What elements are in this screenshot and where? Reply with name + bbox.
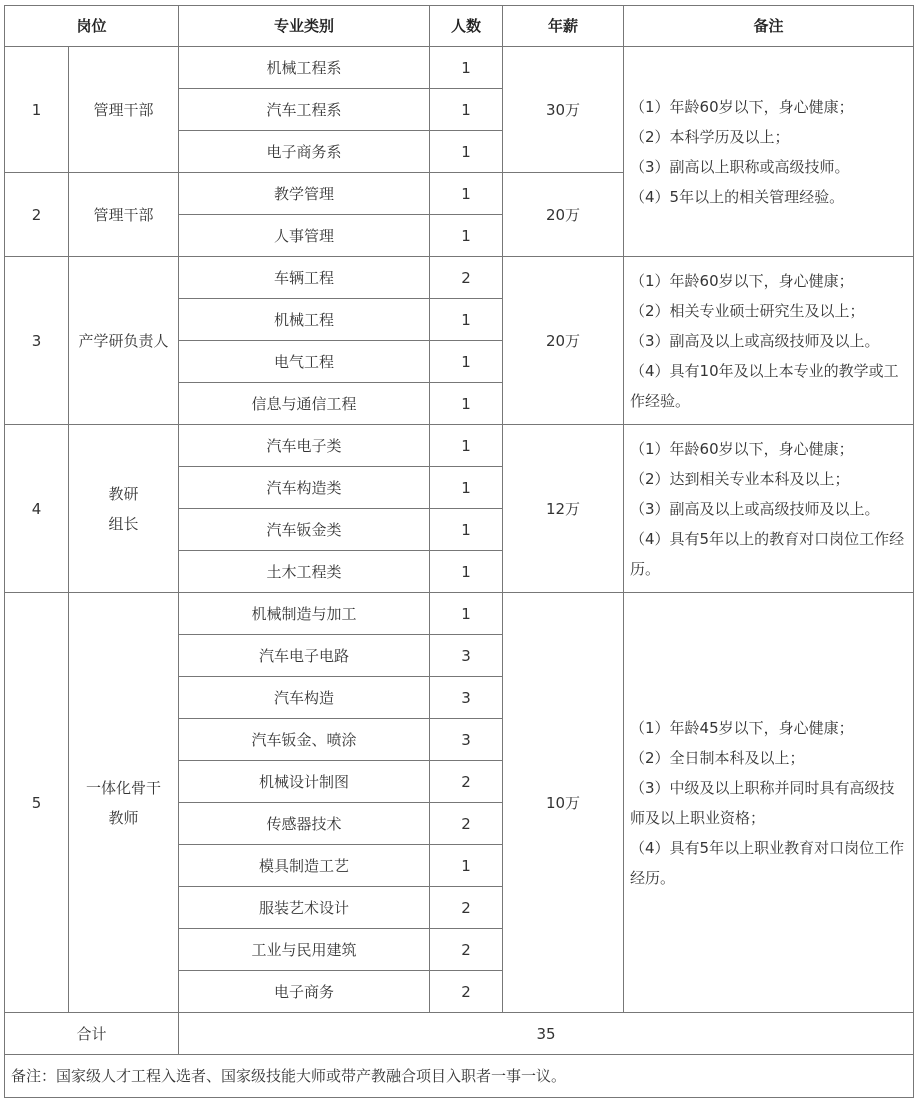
major-category: 汽车构造类 — [179, 467, 430, 509]
position-name-line: 一体化骨干 — [86, 778, 162, 797]
headcount: 2 — [430, 887, 503, 929]
position-number: 1 — [5, 47, 69, 173]
major-category: 机械设计制图 — [179, 761, 430, 803]
table-row — [5, 593, 914, 635]
headcount: 1 — [430, 383, 503, 425]
major-category: 机械工程系 — [179, 47, 430, 89]
headcount: 3 — [430, 635, 503, 677]
remark-line: （1）年龄60岁以下，身心健康； — [630, 97, 854, 116]
position-name-line: 产学研负责人 — [78, 331, 169, 350]
headcount: 3 — [430, 677, 503, 719]
position-number: 5 — [5, 593, 69, 1013]
header-count: 人数 — [430, 6, 503, 47]
position-name-line: 管理干部 — [93, 100, 154, 119]
major-category: 车辆工程 — [179, 257, 430, 299]
major-category: 电气工程 — [179, 341, 430, 383]
major-category: 教学管理 — [179, 173, 430, 215]
headcount: 1 — [430, 341, 503, 383]
position-name — [69, 47, 179, 173]
remark-line: （1）年龄45岁以下，身心健康； — [630, 718, 854, 737]
annual-salary: 12万 — [503, 425, 624, 593]
headcount: 1 — [430, 173, 503, 215]
major-category: 机械制造与加工 — [179, 593, 430, 635]
position-number: 4 — [5, 425, 69, 593]
remark-line: （2）本科学历及以上； — [630, 127, 790, 146]
header-remarks: 备注 — [624, 6, 914, 47]
headcount: 1 — [430, 215, 503, 257]
footer-note: 备注：国家级人才工程入选者、国家级技能大师或带产教融合项目入职者一事一议。 — [5, 1055, 914, 1098]
position-number: 3 — [5, 257, 69, 425]
remark-line: （2）相关专业硕士研究生及以上； — [630, 301, 865, 320]
table-row — [5, 257, 914, 299]
remark-line: （3）副高及以上或高级技师及以上。 — [630, 499, 880, 518]
headcount: 1 — [430, 425, 503, 467]
position-name-line: 教师 — [108, 808, 139, 827]
headcount: 2 — [430, 761, 503, 803]
headcount: 1 — [430, 467, 503, 509]
headcount: 1 — [430, 509, 503, 551]
remarks-cell — [624, 257, 914, 425]
major-category: 汽车钣金类 — [179, 509, 430, 551]
remark-line: （4）具有5年以上职业教育对口岗位工作经历。 — [630, 838, 905, 887]
remark-line: （2）达到相关专业本科及以上； — [630, 469, 850, 488]
remarks-cell — [624, 425, 914, 593]
position-name — [69, 425, 179, 593]
position-name-line: 组长 — [108, 514, 139, 533]
total-row — [5, 1013, 914, 1055]
table-row — [5, 425, 914, 467]
remark-line: （4）5年以上的相关管理经验。 — [630, 187, 845, 206]
table-row — [5, 47, 914, 89]
major-category: 电子商务 — [179, 971, 430, 1013]
header-row — [5, 6, 914, 47]
headcount: 1 — [430, 131, 503, 173]
headcount: 1 — [430, 593, 503, 635]
annual-salary: 30万 — [503, 47, 624, 173]
header-position: 岗位 — [5, 6, 179, 47]
headcount: 1 — [430, 551, 503, 593]
position-name-line: 管理干部 — [93, 205, 154, 224]
header-salary: 年薪 — [503, 6, 624, 47]
headcount: 1 — [430, 89, 503, 131]
major-category: 人事管理 — [179, 215, 430, 257]
major-category: 汽车钣金、喷涂 — [179, 719, 430, 761]
major-category: 土木工程类 — [179, 551, 430, 593]
major-category: 信息与通信工程 — [179, 383, 430, 425]
headcount: 1 — [430, 47, 503, 89]
total-label: 合计 — [5, 1013, 179, 1055]
major-category: 汽车电子类 — [179, 425, 430, 467]
remarks-cell — [624, 593, 914, 1013]
headcount: 2 — [430, 803, 503, 845]
position-name — [69, 257, 179, 425]
remark-line: （1）年龄60岁以下，身心健康； — [630, 439, 854, 458]
annual-salary: 10万 — [503, 593, 624, 1013]
remark-line: （3）中级及以上职称并同时具有高级技师及以上职业资格； — [630, 778, 895, 827]
headcount: 3 — [430, 719, 503, 761]
annual-salary: 20万 — [503, 173, 624, 257]
remarks-cell — [624, 47, 914, 257]
header-category: 专业类别 — [179, 6, 430, 47]
table-body — [5, 6, 914, 1098]
recruitment-table — [4, 5, 914, 1098]
headcount: 2 — [430, 971, 503, 1013]
major-category: 电子商务系 — [179, 131, 430, 173]
position-number: 2 — [5, 173, 69, 257]
major-category: 服装艺术设计 — [179, 887, 430, 929]
major-category: 模具制造工艺 — [179, 845, 430, 887]
major-category: 工业与民用建筑 — [179, 929, 430, 971]
remark-line: （2）全日制本科及以上； — [630, 748, 805, 767]
headcount: 2 — [430, 929, 503, 971]
headcount: 2 — [430, 257, 503, 299]
remark-line: （1）年龄60岁以下，身心健康； — [630, 271, 854, 290]
major-category: 汽车工程系 — [179, 89, 430, 131]
footer-row — [5, 1055, 914, 1098]
major-category: 传感器技术 — [179, 803, 430, 845]
remark-line: （4）具有5年以上的教育对口岗位工作经历。 — [630, 529, 905, 578]
position-name — [69, 593, 179, 1013]
annual-salary: 20万 — [503, 257, 624, 425]
major-category: 汽车电子电路 — [179, 635, 430, 677]
remark-line: （3）副高及以上或高级技师及以上。 — [630, 331, 880, 350]
headcount: 1 — [430, 299, 503, 341]
headcount: 1 — [430, 845, 503, 887]
position-name-line: 教研 — [108, 484, 139, 503]
position-name — [69, 173, 179, 257]
total-value: 35 — [179, 1013, 914, 1055]
remark-line: （3）副高以上职称或高级技师。 — [630, 157, 850, 176]
major-category: 机械工程 — [179, 299, 430, 341]
major-category: 汽车构造 — [179, 677, 430, 719]
remark-line: （4）具有10年及以上本专业的教学或工作经验。 — [630, 361, 899, 410]
